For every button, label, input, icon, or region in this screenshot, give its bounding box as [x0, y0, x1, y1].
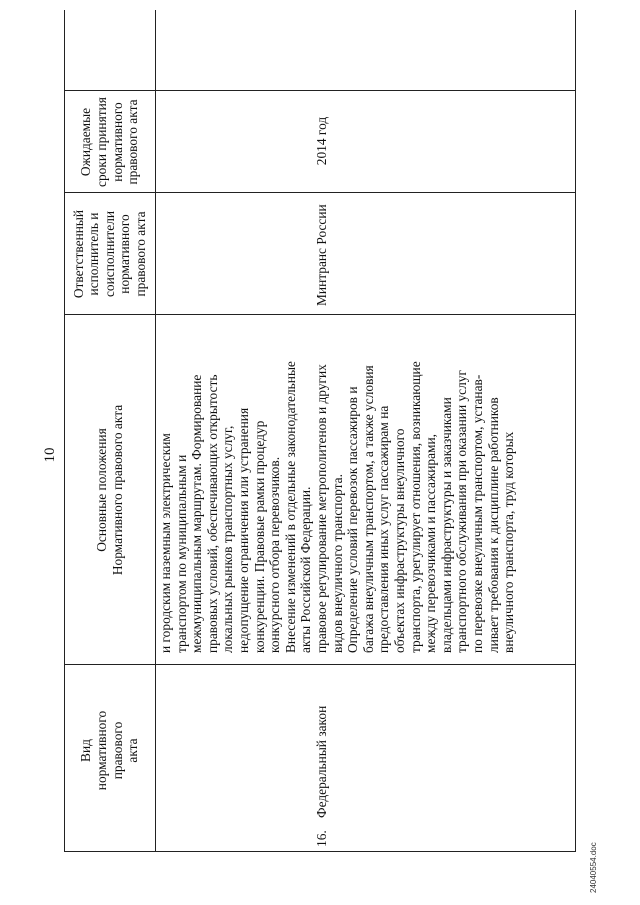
- row16-provisions-line: объектах инфраструктуры внеуличного: [391, 428, 407, 653]
- row16-provisions-line: видов внеуличного транспорта.: [329, 474, 345, 653]
- row16-provisions-line: правовое регулирование метрополитенов и других: [314, 364, 329, 653]
- row16-provisions-line: транспортного обслуживания при оказании услуг: [454, 370, 470, 653]
- row16-deadline: 2014 год: [314, 116, 329, 166]
- continuation-line: и городским наземным электрическим: [158, 433, 173, 653]
- row16-provisions-line: владельцами инфраструктуры и заказчиками: [438, 397, 454, 653]
- header-provisions-line2: Нормативного правового акта: [109, 404, 125, 576]
- row16-provisions-line: ливает требования к дисциплине работников: [485, 397, 501, 653]
- header-provisions: [64, 315, 155, 665]
- row16-provisions-line: по перевозке внеуличным транспортом, устанав-: [469, 374, 485, 653]
- header-executor-label: Ответственный исполнитель и соисполнители нормативного правового акта: [70, 209, 148, 299]
- header-type-label: Вид нормативного правового акта: [78, 710, 141, 791]
- continuation-line: Внесение изменений в отдельные законодательные: [282, 361, 298, 653]
- continuation-line: недопущение ограничения или устранения: [235, 407, 251, 653]
- row16-provisions-line: предоставления иных услуг пассажирам на: [376, 405, 392, 653]
- continuation-line: конкуренции. Правовые рамки процедур: [251, 420, 267, 653]
- row16-type: Федеральный закон: [314, 705, 329, 818]
- row16-provisions-line: Определение условий перевозок пассажиров и: [345, 386, 361, 653]
- header-deadline: [64, 91, 155, 193]
- continuation-line: конкурсного отбора перевозчиков.: [267, 456, 283, 653]
- row16-provisions-line: внеуличного транспорта, труд которых: [501, 431, 517, 653]
- row16-provisions-line: багажа внеуличным транспортом, а также условия: [360, 365, 376, 653]
- header-type: [64, 665, 155, 852]
- row16-executor: Минтранс России: [314, 204, 329, 306]
- page-number: 10: [42, 447, 58, 463]
- header-executor: [64, 193, 155, 315]
- header-provisions-line1: Основные положения: [93, 428, 109, 552]
- row16-number: 16.: [314, 830, 329, 847]
- table-bottom-border: [575, 10, 576, 852]
- continuation-line: акты Российской Федерации.: [298, 486, 314, 653]
- continuation-text: [158, 317, 314, 653]
- header-deadline-label: Ожидаемые сроки принятия нормативного правового акта: [78, 97, 141, 187]
- continuation-line: локальных рынков транспортных услуг,: [220, 425, 236, 653]
- continuation-line: транспортом по муниципальным и: [173, 454, 189, 653]
- row16-provisions: [314, 317, 517, 653]
- header-bottom-border: [155, 10, 156, 852]
- continuation-line: межмуниципальным маршрутам. Формирование: [189, 374, 205, 653]
- row16-provisions-line: между перевозчиками и пассажирами,: [423, 433, 439, 653]
- continuation-line: правовых условий, обеспечивающих открытость: [204, 374, 220, 653]
- row16-provisions-line: транспорта, урегулирует отношения, возникающие: [407, 361, 423, 653]
- document-code: 24040554.doc: [589, 842, 598, 893]
